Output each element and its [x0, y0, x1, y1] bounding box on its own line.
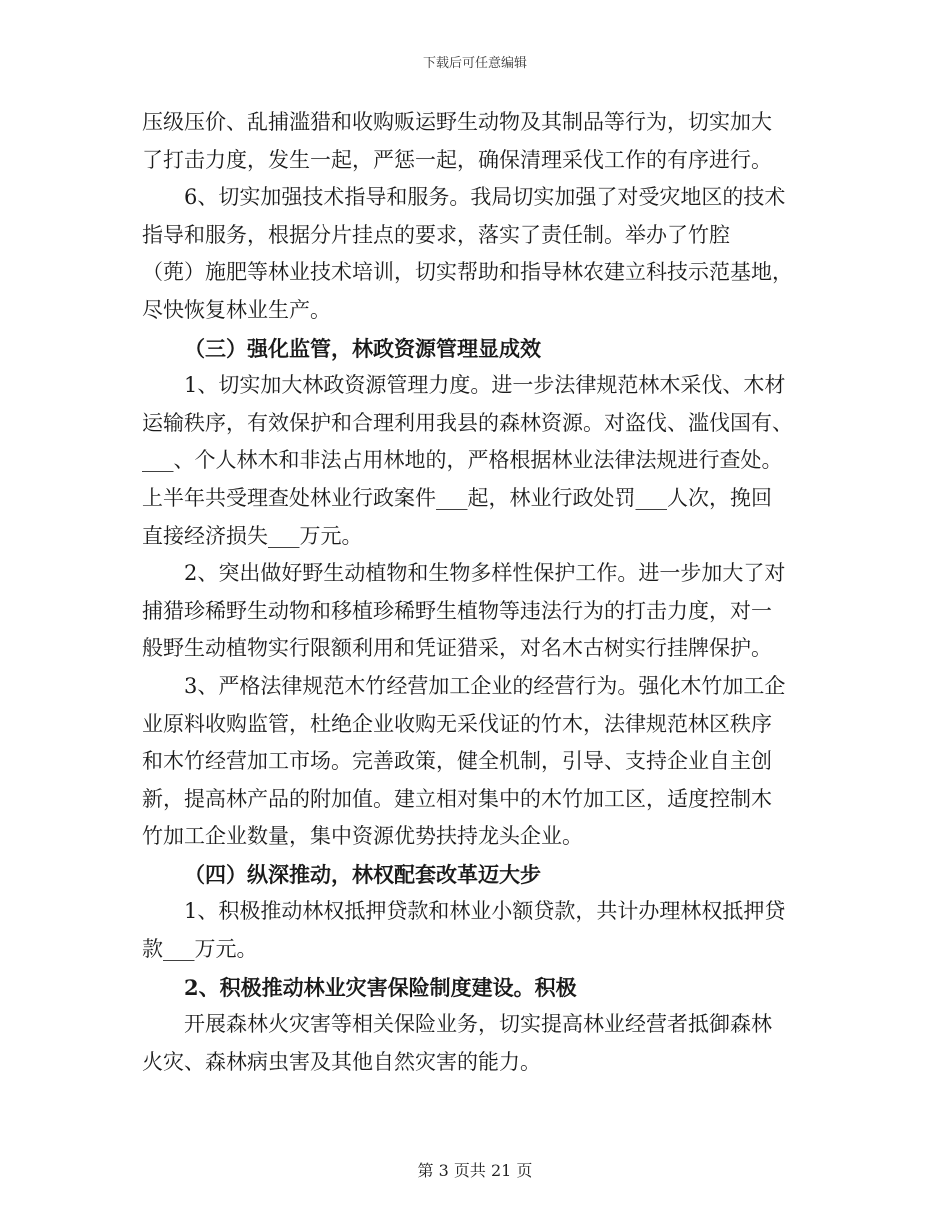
text-line: 指导和服务，根据分片挂点的要求，落实了责任制。举办了竹腔 [142, 222, 730, 247]
text-line: 竹加工企业数量，集中资源优势扶持龙头企业。 [142, 824, 583, 849]
text-line: 款___万元。 [142, 937, 258, 962]
text-line: 般野生动植物实行限额利用和凭证猎采，对名木古树实行挂牌保护。 [142, 636, 772, 661]
text-line: 3、严格法律规范木竹经营加工企业的经营行为。强化木竹加工企 [184, 673, 786, 698]
text-line: 2、突出做好野生动植物和生物多样性保护工作。进一步加大了对 [184, 561, 786, 586]
text-line: 新，提高林产品的附加值。建立相对集中的木竹加工区，适度控制木 [142, 786, 772, 811]
text-line: 火灾、森林病虫害及其他自然灾害的能力。 [142, 1049, 541, 1074]
section-heading: （三）强化监管，林政资源管理显成效 [184, 335, 541, 361]
text-line: 业原料收购监管，杜绝企业收购无采伐证的竹木，法律规范林区秩序 [142, 711, 772, 736]
text-line: 直接经济损失___万元。 [142, 523, 363, 548]
text-line: 和木竹经营加工市场。完善政策，健全机制，引导、支持企业自主创 [142, 749, 772, 774]
text-line: 运输秩序，有效保护和合理利用我县的森林资源。对盗伐、滥伐国有、 [142, 410, 793, 435]
text-line: 6、切实加强技术指导和服务。我局切实加强了对受灾地区的技术 [184, 185, 786, 210]
text-line: 开展森林火灾害等相关保险业务，切实提高林业经营者抵御森林 [184, 1012, 772, 1037]
text-line: 尽快恢复林业生产。 [142, 297, 331, 322]
text-line: 捕猎珍稀野生动物和移植珍稀野生植物等违法行为的打击力度，对一 [142, 598, 772, 623]
section-heading: 2、积极推动林业灾害保险制度建设。积极 [184, 974, 577, 1000]
document-body [142, 104, 808, 1081]
text-line: （蔸）施肥等林业技术培训，切实帮助和指导林农建立科技示范基地， [142, 260, 793, 285]
text-line: 压级压价、乱捕滥猎和收购贩运野生动物及其制品等行为，切实加大 [142, 110, 772, 134]
text-line: 1、切实加大林政资源管理力度。进一步法律规范林木采伐、木材 [184, 373, 786, 398]
text-line: 上半年共受理查处林业行政案件___起，林业行政处罚___人次，挽回 [142, 485, 772, 510]
page-header: 下载后可任意编辑 [422, 56, 527, 71]
text-line: 1、积极推动林权抵押贷款和林业小额贷款，共计办理林权抵押贷 [184, 899, 786, 924]
text-line: ___、个人林木和非法占用林地的，严格根据林业法律法规进行查处。 [142, 448, 783, 473]
text-line: 了打击力度，发生一起，严惩一起，确保清理采伐工作的有序进行。 [142, 147, 772, 172]
page-footer: 第 3 页共 21 页 [417, 1161, 533, 1180]
section-heading: （四）纵深推动，林权配套改革迈大步 [184, 861, 541, 887]
